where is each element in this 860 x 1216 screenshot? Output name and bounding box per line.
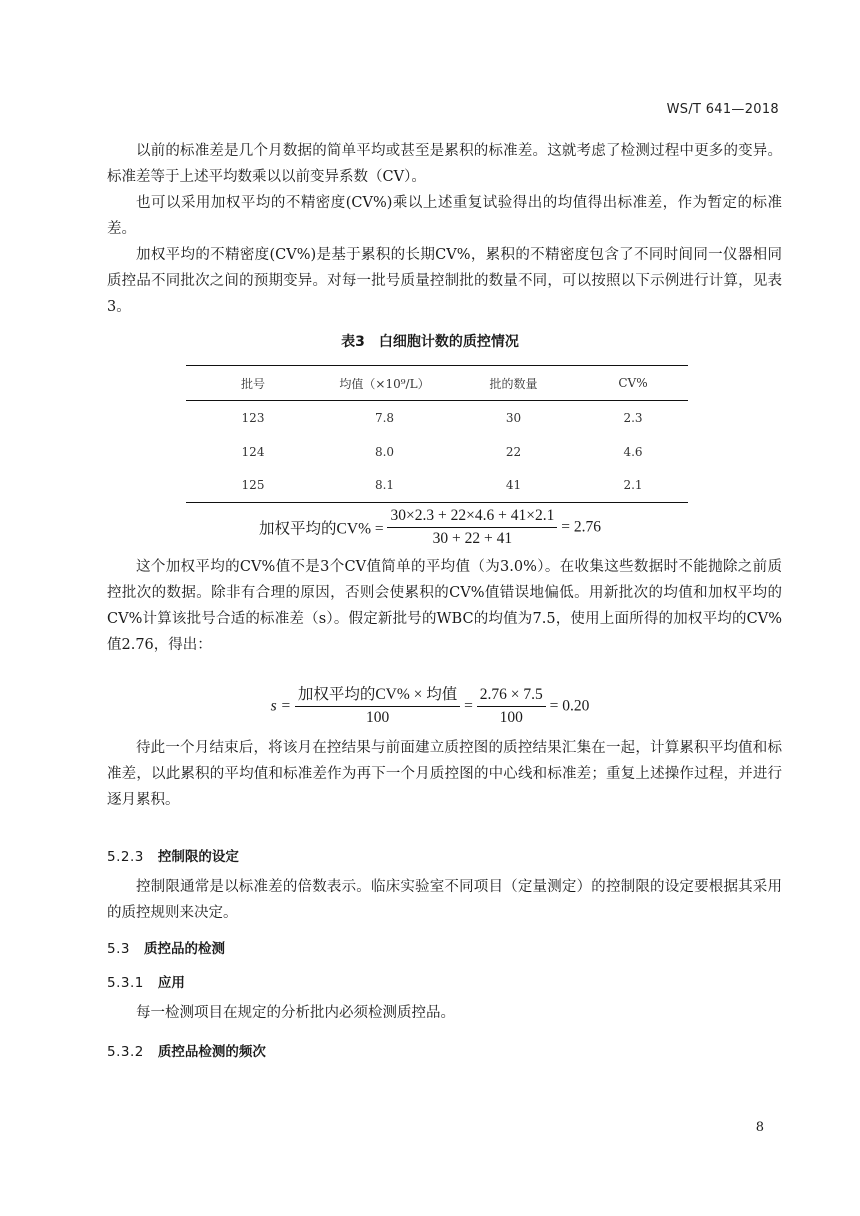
paragraph-control-limits: 控制限通常是以标准差的倍数表示。临床实验室不同项目（定量测定）的控制限的设定要根据其采用的质控规则来决定。 <box>107 879 782 921</box>
cell-mean: 8.1 <box>320 469 449 503</box>
formula2-denominator-1: 100 <box>365 709 390 726</box>
header-lot: 批号 <box>186 366 320 401</box>
formula2-fraction-2 <box>477 685 546 728</box>
formula1-numerator: 30×2.3 + 22×4.6 + 41×2.1 <box>387 506 557 528</box>
section-number: 5.2.3 <box>107 849 144 865</box>
header-mean: 均值（×10⁹/L） <box>320 366 449 401</box>
paragraph-monthly-accumulation: 待此一个月结束后，将该月在控结果与前面建立质控图的质控结果汇集在一起，计算累积平均值和标准差，以此累积的平均值和标准差作为再下一个月质控图的中心线和标准差；重复上述操作过程，并进行逐月累积。 <box>107 740 782 808</box>
cell-cv: 2.1 <box>578 469 688 503</box>
cell-run-count: 22 <box>505 444 522 459</box>
formula2-denominator-2: 100 <box>499 709 523 726</box>
formula2-fraction-1 <box>295 685 460 728</box>
formula2-lhs: s = <box>270 697 291 715</box>
table-row <box>186 469 688 503</box>
cell-lot: 124 <box>241 444 265 459</box>
paragraph-application: 每一检测项目在规定的分析批内必须检测质控品。 <box>136 1005 455 1021</box>
cell-mean: 7.8 <box>374 410 395 425</box>
formula2-numerator-1: 加权平均的CV% × 均值 <box>295 685 460 707</box>
standard-code: WS/T 641—2018 <box>666 102 779 117</box>
qc-table <box>186 365 688 503</box>
paragraph-weighted-cv-explanation: 这个加权平均的CV%值不是3个CV值简单的平均值（为3.0%）。在收集这些数据时不能抛除之前质控批次的数据。除非有合理的原因，否则会使累积的CV%值错误地偏低。用新批次的均值和加权平均的CV%计算该批号合适的标准差（s）。假定新批号的WBC的均值为7.5，使用上面所得的加权平均的CV%值2.76，得出： <box>107 559 782 653</box>
formula1-fraction <box>387 506 557 549</box>
formula1-lhs: 加权平均的CV% = <box>259 520 384 538</box>
section-title: 质控品的检测 <box>143 941 225 957</box>
table-header-row <box>186 366 688 401</box>
table-title: 表3 白细胞计数的质控情况 <box>341 334 519 350</box>
table-row <box>186 435 688 469</box>
section-number: 5.3 <box>107 941 130 957</box>
header-cv: CV% <box>578 366 688 401</box>
formula2-numerator-2: 2.76 × 7.5 <box>477 685 546 707</box>
section-heading-5-3-2 <box>107 1040 266 1060</box>
cell-run-count: 30 <box>505 410 522 425</box>
section-number: 5.3.2 <box>107 1044 144 1060</box>
cell-cv: 2.3 <box>623 410 643 425</box>
sd-formula <box>0 685 860 728</box>
page-number: 8 <box>755 1120 764 1135</box>
intro-paragraph-3: 加权平均的不精密度(CV%)是基于累积的长期CV%，累积的不精密度包含了不同时间同一仪器相同质控品不同批次之间的预期变异。对每一批号质量控制批的数量不同，可以按照以下示例进行计算，见表3。 <box>107 247 782 315</box>
intro-paragraph-1: 以前的标准差是几个月数据的简单平均或甚至是累积的标准差。这就考虑了检测过程中更多的变异。标准差等于上述平均数乘以以前变异系数（CV）。 <box>107 143 782 185</box>
weighted-cv-formula <box>0 506 860 549</box>
table-row <box>186 401 688 435</box>
cell-mean: 8.0 <box>374 444 395 459</box>
section-heading-5-3 <box>107 937 225 957</box>
intro-paragraph-2: 也可以采用加权平均的不精密度(CV%)乘以上述重复试验得出的均值得出标准差，作为暂定的标准差。 <box>107 195 782 237</box>
cell-lot: 125 <box>186 469 320 503</box>
formula2-result: = 0.20 <box>549 697 590 715</box>
section-heading-5-2-3 <box>107 845 239 865</box>
formula2-equals: = <box>464 697 473 715</box>
formula1-result: = 2.76 <box>561 518 601 536</box>
section-title: 应用 <box>157 975 185 991</box>
section-title: 控制限的设定 <box>157 849 239 865</box>
section-title: 质控品检测的频次 <box>157 1044 266 1060</box>
header-run-count: 批的数量 <box>449 366 578 401</box>
cell-cv: 4.6 <box>623 444 643 459</box>
section-number: 5.3.1 <box>107 975 144 991</box>
formula1-denominator: 30 + 22 + 41 <box>432 530 513 547</box>
cell-run-count: 41 <box>449 469 578 503</box>
cell-lot: 123 <box>241 410 265 425</box>
section-heading-5-3-1 <box>107 971 185 991</box>
